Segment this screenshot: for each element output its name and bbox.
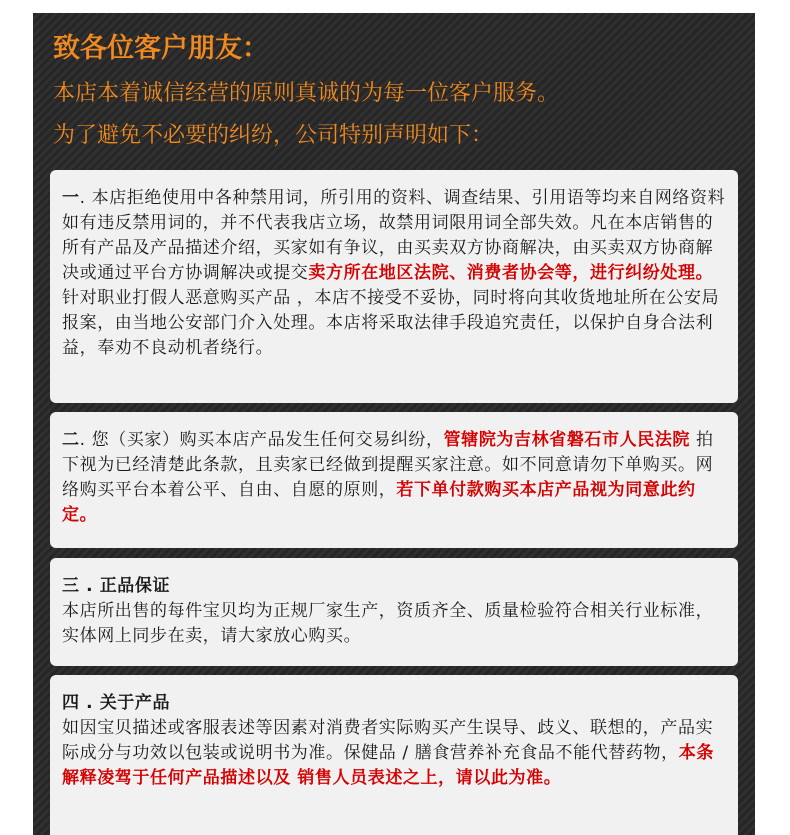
- clause-card-2: [50, 412, 738, 548]
- declaration-line: 为了避免不必要的纠纷，公司特别声明如下：: [53, 123, 494, 148]
- clause-2-text: . 您（买家）购买本店产品发生任何交易纠纷，: [79, 430, 444, 450]
- notice-header: [53, 31, 559, 151]
- clause-2-agreement-highlight: 若下单付款购买本店产品视为同意此约定。: [62, 480, 696, 525]
- clause-card-1: [50, 170, 738, 403]
- clause-card-4: [50, 675, 738, 835]
- clause-4-body: [62, 716, 726, 791]
- clause-1-highlight: 卖方所在地区法院、消费者协会等，进行纠纷处理。: [308, 263, 714, 283]
- intro-line: 本店本着诚信经营的原则真诚的为每一位客户服务。: [53, 81, 560, 106]
- greeting-title: 致各位客户朋友：: [53, 33, 269, 64]
- clause-3-text: 本店所出售的每件宝贝均为正规厂家生产，资质齐全、质量检验符合相关行业标准，实体网上同步在卖，请大家放心购买。: [62, 601, 714, 646]
- clause-2-number: 二: [62, 430, 80, 450]
- clause-4-text: 如因宝贝描述或客服表述等因素对消费者实际购买产生误导、歧义、联想的，产品实际成分与功效以包装或说明书为准。保健品 / 膳食营养补充食品不能代替药物，: [62, 718, 714, 763]
- clause-1-text: . 本店拒绝使用中各种禁用词，所引用的资料、调查结果、引用语等均来自网络资料如有违反禁用词的，并不代表我店立场，故禁用词限用词全部失效。凡在本店销售的所有产品及产品描述介绍，买家如有争议，由买卖双方协商解决，由买卖双方协商解决或通过平台方协调解决或提交: [62, 188, 726, 283]
- clause-3-title: 三 . 正品保证: [62, 576, 171, 596]
- clause-1-text-cont: 针对职业打假人恶意购买产品 ，本店不接受不妥协，同时将向其收货地址所在公安局报案，由当地公安部门介入处理。本店将采取法律手段追究责任，以保护自身合法利益，奉劝不良动机者绕行。: [62, 288, 720, 358]
- clause-4-highlight: 本条解释凌驾于任何产品描述以及 销售人员表述之上，请以此为准。: [62, 743, 714, 788]
- clause-4-title: 四 . 关于产品: [62, 693, 171, 713]
- clause-2-court-highlight: 管辖院为吉林省磐石市人民法院: [443, 430, 691, 450]
- clause-card-3: [50, 558, 738, 666]
- clause-1-number: 一: [62, 188, 80, 208]
- notice-panel: [33, 13, 755, 835]
- clause-2-text-cont: 拍下视为已经清楚此条款，且卖家已经做到提醒买家注意。如不同意请勿下单购买。网络购买平台本着公平、自由、自愿的原则，: [62, 430, 714, 500]
